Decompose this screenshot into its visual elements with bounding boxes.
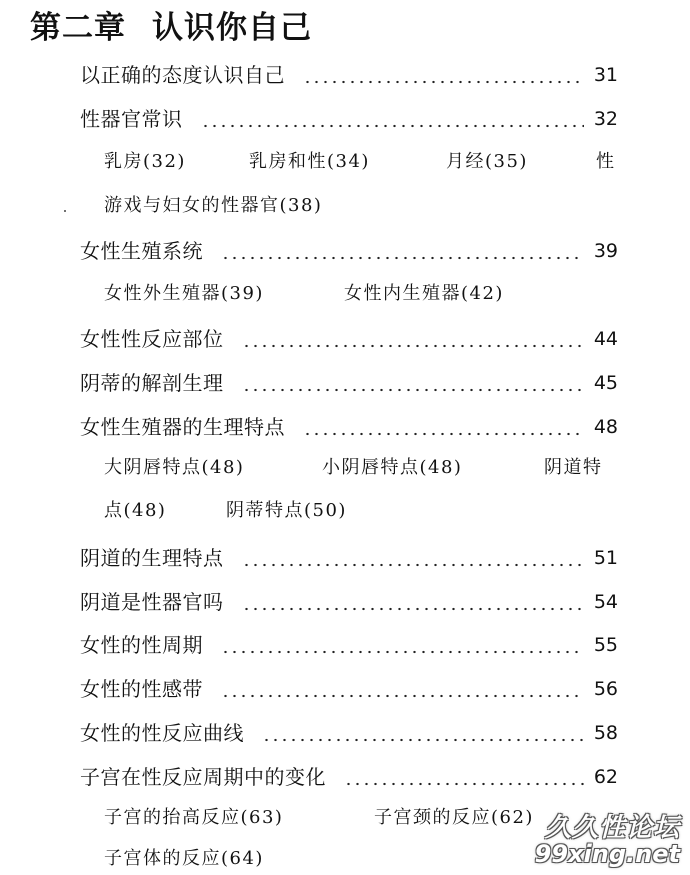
toc-entry[interactable]	[80, 672, 618, 702]
toc-subentry[interactable]: 乳房和性(34)	[249, 151, 370, 172]
dot-leader	[221, 650, 584, 654]
toc-entry-page: 39	[593, 240, 618, 262]
watermark-line-2: 99xing.net	[534, 839, 680, 868]
toc-entry[interactable]	[80, 541, 618, 571]
toc-subentry: 性	[596, 151, 616, 172]
dot-leader	[201, 124, 584, 128]
watermark-line-1: 久久性论坛	[544, 812, 680, 843]
toc-entry[interactable]	[80, 410, 618, 440]
toc-entry[interactable]	[80, 628, 618, 658]
toc-entry[interactable]	[80, 234, 618, 264]
toc-entry[interactable]	[80, 322, 618, 352]
dot-leader	[344, 782, 584, 786]
toc-entry-title: 女性的性周期	[80, 633, 203, 657]
toc-subentry-line	[104, 148, 624, 178]
dot-leader	[221, 256, 584, 260]
toc-subentry[interactable]: 大阴唇特点(48)	[104, 457, 245, 478]
toc-entry[interactable]	[80, 585, 618, 615]
toc-subentry[interactable]: 点(48)	[104, 500, 167, 521]
toc-subentry[interactable]: 乳房(32)	[104, 151, 186, 172]
dot-leader	[242, 388, 584, 392]
chapter-number: 第二章	[30, 10, 126, 46]
toc-entry-page: 51	[593, 547, 618, 569]
chapter-title: 认识你自己	[152, 10, 312, 46]
toc-entry[interactable]	[80, 366, 618, 396]
toc-entry[interactable]	[80, 102, 618, 132]
toc-subentry-line	[104, 497, 624, 527]
dot-leader	[242, 344, 584, 348]
toc-subentry[interactable]: 游戏与妇女的性器官(38)	[104, 195, 323, 216]
toc-entry-page: 58	[593, 722, 618, 744]
toc-entry-title: 阴道是性器官吗	[80, 590, 224, 614]
toc-entry-page: 44	[593, 328, 618, 350]
dot-leader	[242, 607, 584, 611]
toc-entry-title: 女性生殖系统	[80, 239, 203, 263]
dot-leader	[262, 738, 584, 742]
toc-subentry[interactable]: 女性内生殖器(42)	[344, 283, 504, 304]
toc-entry-title: 子宫在性反应周期中的变化	[80, 765, 326, 789]
toc-subentry[interactable]: 子宫的抬高反应(63)	[104, 807, 284, 828]
toc-subentry-line	[104, 192, 624, 222]
dot-leader	[303, 432, 584, 436]
toc-entry[interactable]	[80, 716, 618, 746]
toc-subentry[interactable]: 月经(35)	[446, 151, 528, 172]
toc-entry[interactable]	[80, 760, 618, 790]
dot-leader	[242, 563, 584, 567]
toc-subentry[interactable]: 阴蒂特点(50)	[226, 500, 347, 521]
toc-entry-page: 32	[593, 108, 618, 130]
toc-entry-page: 45	[593, 372, 618, 394]
toc-entry-page: 56	[593, 678, 618, 700]
toc-subentry-line	[104, 454, 624, 484]
chapter-heading	[30, 2, 312, 47]
scan-speck	[64, 210, 66, 212]
toc-subentry-line	[104, 280, 624, 310]
toc-subentry[interactable]: 女性外生殖器(39)	[104, 283, 264, 304]
toc-entry-page: 31	[593, 64, 618, 86]
toc-entry-title: 以正确的态度认识自己	[80, 63, 285, 87]
toc-entry-title: 性器官常识	[80, 107, 183, 131]
toc-entry-title: 阴道的生理特点	[80, 546, 224, 570]
toc-subentry[interactable]: 子宫颈的反应(62)	[374, 807, 534, 828]
dot-leader	[221, 694, 584, 698]
toc-entry-title: 阴蒂的解剖生理	[80, 371, 224, 395]
dot-leader	[303, 80, 584, 84]
toc-entry-page: 55	[593, 634, 618, 656]
watermark	[534, 812, 680, 868]
toc-subentry[interactable]: 子宫体的反应(64)	[104, 848, 264, 869]
toc-entry-page: 54	[593, 591, 618, 613]
toc-entry-title: 女性的性反应曲线	[80, 721, 244, 745]
toc-entry[interactable]	[80, 58, 618, 88]
toc-subentry: 阴道特	[544, 457, 603, 478]
toc-entry-title: 女性的性感带	[80, 677, 203, 701]
toc-entry-title: 女性性反应部位	[80, 327, 224, 351]
toc-entry-title: 女性生殖器的生理特点	[80, 415, 285, 439]
toc-subentry[interactable]: 小阴唇特点(48)	[322, 457, 463, 478]
toc-entry-page: 48	[593, 416, 618, 438]
toc-entry-page: 62	[593, 766, 618, 788]
